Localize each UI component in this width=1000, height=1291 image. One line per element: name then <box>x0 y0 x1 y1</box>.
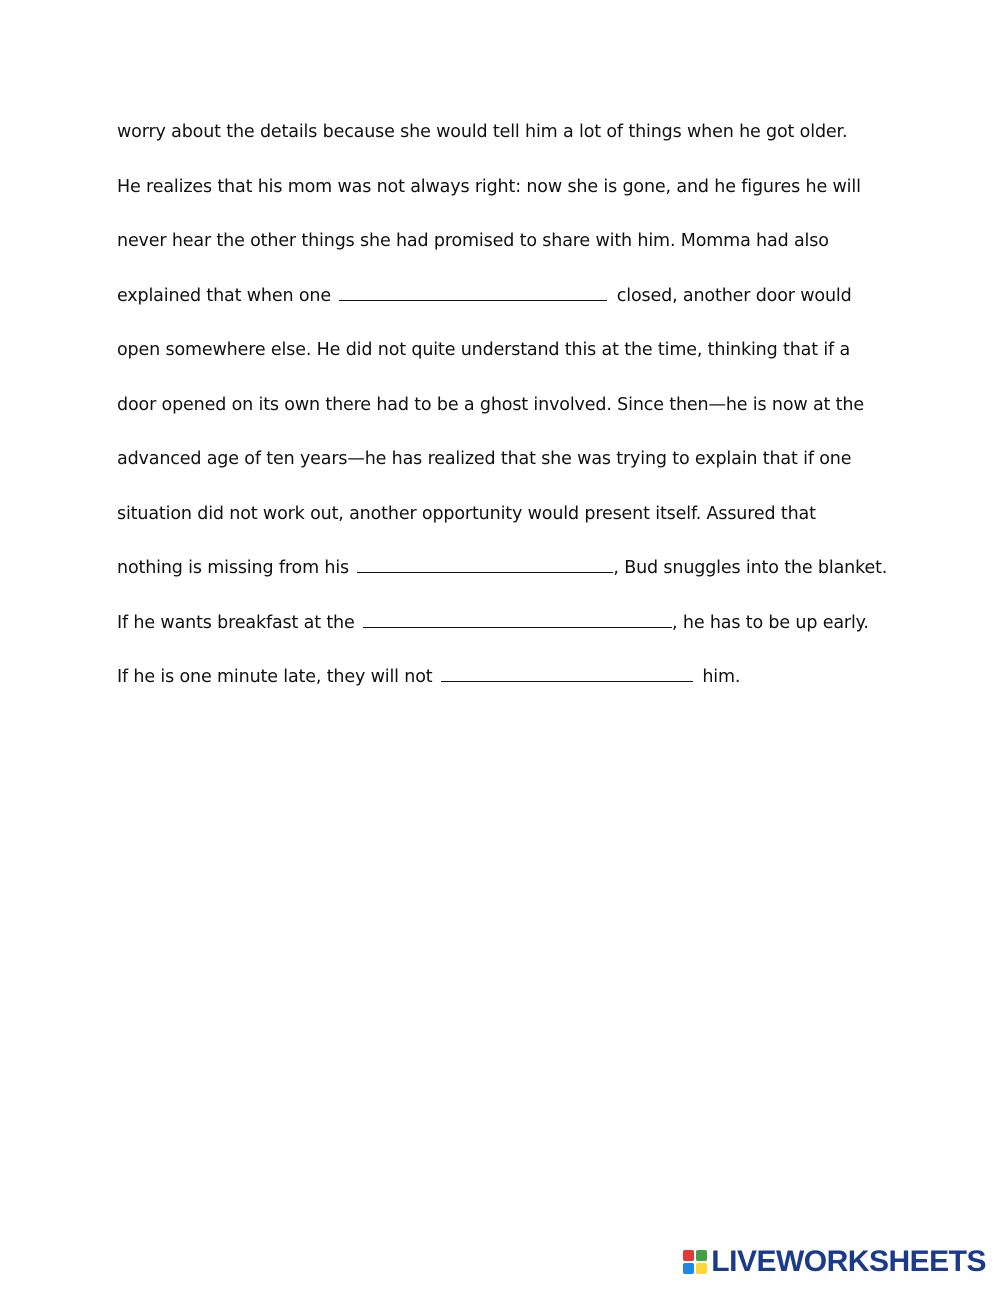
text-line-3: never hear the other things she had promised to share with him. Momma had also <box>117 231 829 251</box>
logo-mark-icon <box>683 1250 707 1274</box>
blank-field-3[interactable] <box>363 610 672 628</box>
blank-field-2[interactable] <box>357 555 613 573</box>
text-line-6: door opened on its own there had to be a ghost involved. Since then—he is now at the <box>117 394 864 415</box>
text-line-1: worry about the details because she would tell him a lot of things when he got older. <box>117 122 848 142</box>
blank-field-1[interactable] <box>339 283 607 301</box>
liveworksheets-logo <box>683 1247 986 1277</box>
text-line-8: situation did not work out, another opportunity would present itself. Assured that <box>117 503 816 524</box>
logo-square-yellow <box>696 1263 707 1274</box>
text-line-10: If he wants breakfast at the , he has to be up early. <box>117 609 917 664</box>
text-line-4: explained that when one closed, another door would <box>117 282 917 337</box>
blank-field-4[interactable] <box>441 664 693 682</box>
logo-square-red <box>683 1250 694 1261</box>
text-line-5: open somewhere else. He did not quite understand this at the time, thinking that if a <box>117 340 851 360</box>
logo-text: LIVEWORKSHEETS <box>711 1245 986 1278</box>
text-line-2: He realizes that his mom was not always right: now she is gone, and he figures he will <box>117 176 861 197</box>
logo-square-green <box>696 1250 707 1261</box>
text-line-9: nothing is missing from his , Bud snuggles into the blanket. <box>117 554 917 609</box>
logo-square-blue <box>683 1263 694 1274</box>
text-line-7: advanced age of ten years—he has realized that she was trying to explain that if one <box>117 449 852 469</box>
text-line-11: If he is one minute late, they will not him. <box>117 663 917 718</box>
worksheet-text <box>117 118 917 718</box>
